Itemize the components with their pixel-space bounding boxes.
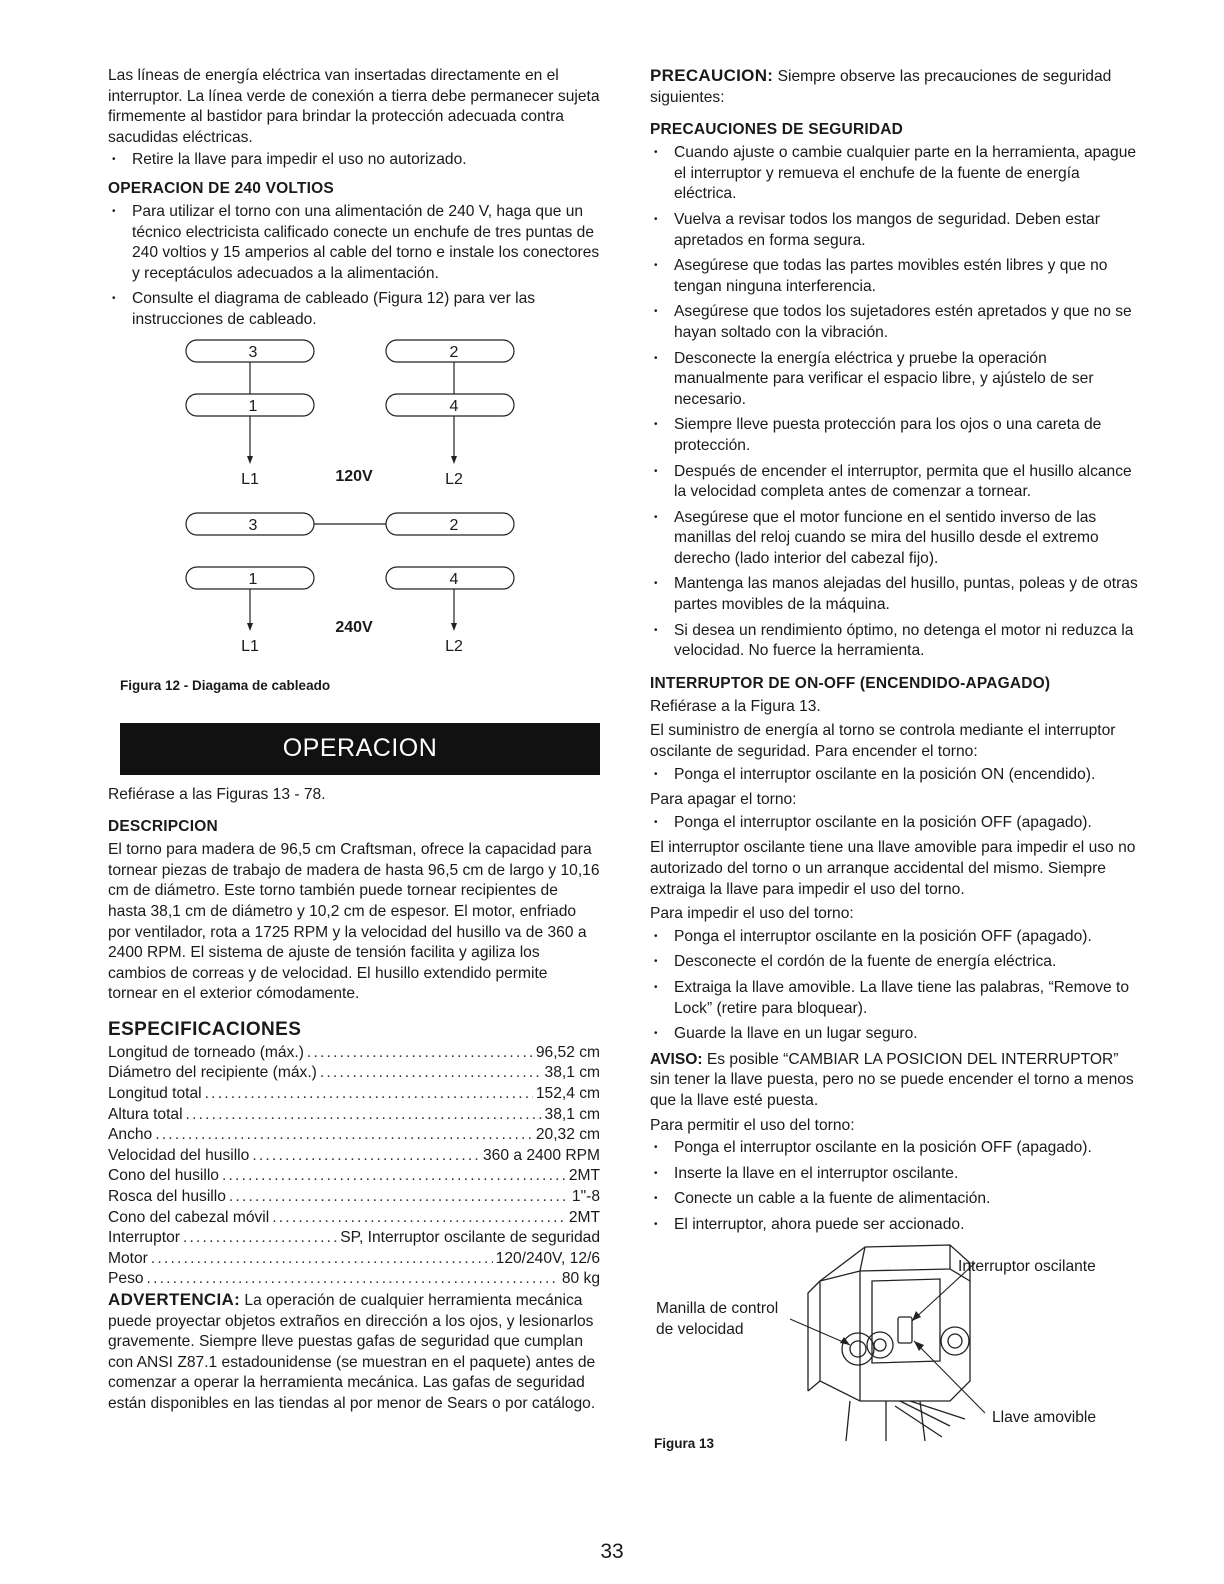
terminal-label: 3: [248, 516, 258, 534]
spec-label: Altura total: [108, 1105, 183, 1123]
leader-dots: [147, 1269, 559, 1290]
list-item: • Inserte la llave en el interruptor oscilante.: [650, 1164, 1142, 1185]
caution-text: Siempre observe las precauciones de seguridad siguientes:: [650, 68, 1112, 106]
prevent-list: [650, 927, 1142, 1045]
spec-value: SP, Interruptor oscilante de seguridad: [340, 1229, 600, 1247]
prevent-label: Para impedir el uso del torno:: [650, 905, 854, 923]
spec-label: Interruptor: [108, 1229, 180, 1247]
op240-heading: OPERACION DE 240 VOLTIOS: [108, 179, 334, 197]
list-item: • Desconecte la energía eléctrica y pruebe la operación manualmente para verificar el espacio libre, y ajústelo de ser necesario.: [650, 349, 1142, 411]
specs-list: [108, 1043, 600, 1290]
spec-row: [108, 1208, 600, 1229]
line-label-l1: L1: [241, 637, 259, 655]
off-list: [650, 813, 1142, 834]
spec-label: Cono del husillo: [108, 1167, 219, 1185]
spec-row: [108, 1084, 600, 1105]
figure13-illustration: [650, 1241, 1142, 1451]
spec-value: 80 kg: [561, 1270, 600, 1288]
list-item: • El interruptor, ahora puede ser accionado.: [650, 1215, 1142, 1236]
leader-dots: [307, 1043, 533, 1064]
leader-dots: [186, 1105, 542, 1126]
wiring-diagram: [108, 336, 600, 668]
terminal-label: 4: [449, 397, 459, 415]
spec-row: [108, 1249, 600, 1270]
list-item: • Si desea un rendimiento óptimo, no detenga el motor ni reduzca la velocidad. No fuerce la herramienta.: [650, 621, 1142, 662]
leader-dots: [252, 1146, 480, 1167]
key-text: El interruptor oscilante tiene una llave amovible para impedir el uso no autorizado del torno o un arranque accidental del mismo. Siempre extraiga la llave para impedir el uso del torno.: [650, 839, 1136, 898]
leader-dots: [205, 1084, 533, 1105]
leader-dots: [272, 1208, 566, 1229]
warning-text: La operación de cualquier herramienta mecánica puede proyectar objetos extraños en dirección a los ojos, y lesionarlos gravemente. Siempre lleve puestas gafas de seguridad que cumplan con ANSI Z87.1 estadounidense (se muestran en el paquete) antes de comenzar a operar la herramienta mecánica. Las gafas de seguridad están disponibles en las tiendas al por menor de Sears o por catálogo.: [108, 1292, 596, 1412]
spec-label: Velocidad del husillo: [108, 1146, 250, 1164]
safety-list: [650, 143, 1142, 662]
spec-row: [108, 1105, 600, 1126]
description-heading: DESCRIPCION: [108, 818, 218, 836]
voltage-label-120: 120V: [335, 467, 373, 485]
label-rocker-switch: Interruptor oscilante: [958, 1257, 1096, 1275]
leader-dots: [155, 1125, 533, 1146]
list-item: • Consulte el diagrama de cableado (Figura 12) para ver las instrucciones de cableado.: [108, 289, 600, 330]
leader-dots: [222, 1166, 566, 1187]
figures-reference: Refiérase a las Figuras 13 - 78.: [108, 785, 326, 803]
leader-dots: [183, 1228, 337, 1249]
leader-dots: [151, 1249, 493, 1270]
leader-dots: [229, 1187, 569, 1208]
spec-label: Longitud de torneado (máx.): [108, 1043, 304, 1061]
list-item: • Asegúrese que todos los sujetadores estén apretados y que no se hayan soltado con la vibración.: [650, 302, 1142, 343]
spec-label: Ancho: [108, 1126, 153, 1144]
line-label-l2: L2: [445, 470, 463, 488]
spec-row: [108, 1146, 600, 1167]
list-item: • Mantenga las manos alejadas del husillo, puntas, poleas y de otras partes movibles de la máquina.: [650, 574, 1142, 615]
list-item: • Extraiga la llave amovible. La llave tiene las palabras, “Remove to Lock” (retire para bloquear).: [650, 978, 1142, 1019]
label-removable-key: Llave amovible: [992, 1408, 1097, 1426]
spec-row: [108, 1043, 600, 1064]
notice-title: AVISO:: [650, 1050, 703, 1068]
terminal-label: 2: [449, 343, 459, 361]
list-item: • Cuando ajuste o cambie cualquier parte en la herramienta, apague el interruptor y remueva el enchufe de la fuente de energía eléctrica.: [650, 143, 1142, 205]
terminal-label: 3: [248, 343, 258, 361]
list-item: • Ponga el interruptor oscilante en la posición OFF (apagado).: [650, 1138, 1142, 1159]
terminal-label: 1: [248, 570, 258, 588]
list-item: • Para utilizar el torno con una alimentación de 240 V, haga que un técnico electricista calificado conecte un enchufe de tres puntas de 240 voltios y 15 amperios al cable del torno e instale los conectores y receptáculos adecuados a la alimentación.: [108, 202, 600, 284]
notice-paragraph: [650, 1050, 1142, 1112]
spec-value: 120/240V, 12/6: [495, 1249, 600, 1267]
list-item: • Retire la llave para impedir el uso no autorizado.: [108, 150, 600, 171]
terminal-label: 1: [248, 397, 258, 415]
page-number: 33: [600, 1540, 624, 1563]
line-label-l1: L1: [241, 470, 259, 488]
list-item: • Desconecte el cordón de la fuente de energía eléctrica.: [650, 952, 1142, 973]
spec-label: Rosca del husillo: [108, 1188, 226, 1206]
warning-title: ADVERTENCIA:: [108, 1290, 241, 1309]
switch-reference: Refiérase a la Figura 13.: [650, 697, 821, 715]
spec-row: [108, 1125, 600, 1146]
line-label-l2: L2: [445, 637, 463, 655]
allow-list: [650, 1138, 1142, 1235]
spec-row: [108, 1166, 600, 1187]
list-item: • Ponga el interruptor oscilante en la posición OFF (apagado).: [650, 813, 1142, 834]
list-item: • Conecte un cable a la fuente de alimentación.: [650, 1189, 1142, 1210]
spec-value: 360 a 2400 RPM: [482, 1146, 600, 1164]
allow-label: Para permitir el uso del torno:: [650, 1116, 855, 1134]
left-column: [108, 66, 600, 1415]
spec-label: Cono del cabezal móvil: [108, 1208, 270, 1226]
spec-value: 152,4 cm: [535, 1085, 600, 1103]
spec-value: 38,1 cm: [544, 1064, 600, 1082]
switch-heading: INTERRUPTOR DE ON-OFF (ENCENDIDO-APAGADO): [650, 674, 1051, 692]
rocker-switch: [898, 1317, 912, 1343]
intro-paragraph: Las líneas de energía eléctrica van insertadas directamente en el interruptor. La línea verde de conexión a tierra debe permanecer sujeta firmemente al bastidor para brindar la protección adecuada contra sacudidas eléctricas.: [108, 67, 600, 146]
notice-text: Es posible “CAMBIAR LA POSICION DEL INTERRUPTOR” sin tener la llave puesta, pero no se puede encender el torno a menos que la llave esté puesta.: [650, 1050, 1134, 1109]
spec-row: [108, 1269, 600, 1290]
spec-value: 20,32 cm: [535, 1126, 600, 1144]
list-item: • Ponga el interruptor oscilante en la posición ON (encendido).: [650, 765, 1142, 786]
spec-row: [108, 1063, 600, 1084]
list-item: • Asegúrese que todas las partes movibles estén libres y que no tengan ninguna interferencia.: [650, 256, 1142, 297]
specs-heading: ESPECIFICACIONES: [108, 1018, 302, 1040]
leader-dots: [320, 1063, 542, 1084]
on-list: [650, 765, 1142, 786]
spec-value: 1"-8: [571, 1188, 600, 1206]
op240-list: [108, 202, 600, 331]
spec-label: Peso: [108, 1270, 144, 1288]
safety-heading: PRECAUCIONES DE SEGURIDAD: [650, 121, 904, 139]
label-speed-control: Manilla de control: [656, 1299, 779, 1317]
spec-value: 2MT: [568, 1208, 600, 1226]
spec-value: 96,52 cm: [535, 1043, 600, 1061]
voltage-label-240: 240V: [335, 618, 373, 636]
caution-title: PRECAUCION:: [650, 66, 774, 85]
spec-label: Motor: [108, 1249, 148, 1267]
intro-list: [108, 150, 600, 171]
section-banner: [120, 723, 600, 775]
figure12-caption: Figura 12 - Diagama de cableado: [120, 677, 331, 693]
spec-label: Longitud total: [108, 1085, 202, 1103]
spec-row: [108, 1187, 600, 1208]
terminal-label: 4: [449, 570, 459, 588]
list-item: • Después de encender el interruptor, permita que el husillo alcance la velocidad completa antes de comenzar a tornear.: [650, 462, 1142, 503]
list-item: • Asegúrese que el motor funcione en el sentido inverso de las manillas del reloj cuando se mira del husillo desde el extremo derecho (lado interior del cabezal fijo).: [650, 508, 1142, 570]
list-item: • Guarde la llave en un lugar seguro.: [650, 1024, 1142, 1045]
label-speed-control: de velocidad: [656, 1320, 744, 1338]
spec-row: [108, 1228, 600, 1249]
description-text: El torno para madera de 96,5 cm Craftsman, ofrece la capacidad para tornear piezas de trabajo de madera de hasta 96,5 cm de largo y 10,16 cm de diámetro. Este torno también puede tornear recipientes de hasta 38,1 cm de diámetro y 10,2 cm de espesor. El motor, enfriado por ventilador, rota a 1725 RPM y la velocidad del husillo va de 360 a 2400 RPM. El sistema de ajuste de tensión facilita y agiliza los cambios de correas y de velocidad. El husillo extendido permite tornear en el exterior cómodamente.: [108, 841, 600, 1003]
list-item: • Ponga el interruptor oscilante en la posición OFF (apagado).: [650, 927, 1142, 948]
caution-paragraph: [650, 66, 1142, 108]
list-item: • Vuelva a revisar todos los mangos de seguridad. Deben estar apretados en forma segura.: [650, 210, 1142, 251]
switch-text: El suministro de energía al torno se controla mediante el interruptor oscilante de seguridad. Para encender el torno:: [650, 722, 1116, 761]
right-column: [650, 66, 1142, 1451]
spec-value: 38,1 cm: [544, 1105, 600, 1123]
spec-label: Diámetro del recipiente (máx.): [108, 1064, 317, 1082]
warning-paragraph: [108, 1290, 600, 1415]
terminal-label: 2: [449, 516, 459, 534]
figure13-caption: Figura 13: [654, 1435, 715, 1451]
list-item: • Siempre lleve puesta protección para los ojos o una careta de protección.: [650, 415, 1142, 456]
spec-value: 2MT: [568, 1167, 600, 1185]
banner-title: OPERACION: [282, 734, 438, 763]
off-label: Para apagar el torno:: [650, 791, 797, 809]
